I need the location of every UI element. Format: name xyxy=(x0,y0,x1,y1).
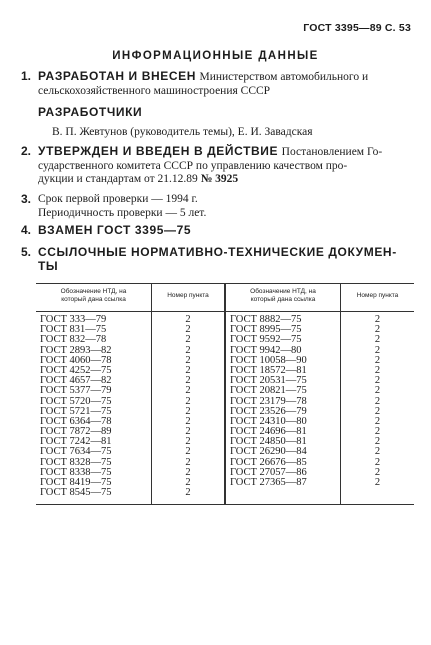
table-cell-point: 2 xyxy=(185,487,191,499)
table-cell-point: 2 xyxy=(185,415,191,427)
table-cell-doc: ГОСТ 23526—79 xyxy=(230,405,307,417)
table-cell-point: 2 xyxy=(374,334,381,346)
table-cell-point: 2 xyxy=(185,324,191,336)
table-cell-doc: ГОСТ 9942—80 xyxy=(230,344,302,356)
table-cell-point: 2 xyxy=(185,446,191,458)
item-number: 5. xyxy=(21,245,32,259)
table-cell-doc: ГОСТ 4252—75 xyxy=(40,364,112,376)
table-cell-point: 2 xyxy=(374,324,381,336)
item-heading-cont: ТЫ xyxy=(38,258,59,273)
table-cell-point: 2 xyxy=(185,456,191,468)
table-cell-point: 2 xyxy=(185,426,191,438)
table-cell-point: 2 xyxy=(374,456,381,468)
table-cell-point: 2 xyxy=(374,466,381,478)
table-cell-doc: ГОСТ 5720—75 xyxy=(40,395,112,407)
table-cell-doc: ГОСТ 8328—75 xyxy=(40,456,112,468)
table-cell-doc: ГОСТ 27365—87 xyxy=(230,477,307,488)
left-doc-column xyxy=(40,315,112,498)
decree-number: № 3925 xyxy=(200,173,239,185)
item-number: 1. xyxy=(21,69,32,83)
table-cell-point: 2 xyxy=(185,395,191,407)
developers-heading: РАЗРАБОТЧИКИ xyxy=(38,105,143,119)
item-replaces xyxy=(21,223,410,238)
table-cell-doc: ГОСТ 9592—75 xyxy=(230,334,302,346)
item-number: 4. xyxy=(21,223,32,237)
table-cell-doc: ГОСТ 4060—78 xyxy=(40,354,112,366)
table-cell-doc: ГОСТ 832—78 xyxy=(40,334,107,346)
item-text: дукции и стандартам от 21.12.89 xyxy=(38,173,198,185)
developers-names-block xyxy=(52,126,412,140)
table-cell-point: 2 xyxy=(374,344,381,356)
item-heading: УТВЕРЖДЕН И ВВЕДЕН В ДЕЙСТВИЕ xyxy=(38,144,279,158)
table-cell-doc: ГОСТ 23179—78 xyxy=(230,395,307,407)
table-cell-doc: ГОСТ 20531—75 xyxy=(230,375,307,387)
table-cell-doc: ГОСТ 8882—75 xyxy=(230,314,302,325)
item-developed-by xyxy=(21,69,410,98)
table-cell-point: 2 xyxy=(374,477,381,488)
column-divider xyxy=(224,284,226,504)
table-cell-point: 2 xyxy=(374,436,381,448)
table-cell-point: 2 xyxy=(185,405,191,417)
item-references xyxy=(21,245,410,273)
table-cell-point: 2 xyxy=(185,385,191,397)
table-cell-point: 2 xyxy=(374,405,381,417)
right-doc-column xyxy=(230,315,307,488)
right-point-column xyxy=(341,315,414,488)
table-cell-doc: ГОСТ 333—79 xyxy=(40,314,107,325)
table-cell-doc: ГОСТ 18572—81 xyxy=(230,364,307,376)
table-cell-doc: ГОСТ 4657—82 xyxy=(40,375,112,387)
column-header-doc: Обозначение НТД, на который дана ссылка xyxy=(60,288,127,303)
table-cell-doc: ГОСТ 24696—81 xyxy=(230,426,307,438)
table-cell-point: 2 xyxy=(185,466,191,478)
table-cell-doc: ГОСТ 8545—75 xyxy=(40,487,112,499)
table-cell-doc: ГОСТ 7872—89 xyxy=(40,426,112,438)
table-cell-point: 2 xyxy=(185,354,191,366)
page-title: ИНФОРМАЦИОННЫЕ ДАННЫЕ xyxy=(112,50,319,62)
item-text: сельскохозяйственного машиностроения СССР xyxy=(38,84,271,97)
table-cell-point: 2 xyxy=(374,446,381,458)
table-cell-point: 2 xyxy=(374,375,381,387)
table-cell-point: 2 xyxy=(374,364,381,376)
table-cell-doc: ГОСТ 10058—90 xyxy=(230,354,307,366)
table-cell-doc: ГОСТ 26290—84 xyxy=(230,446,307,458)
item-heading: РАЗРАБОТАН И ВНЕСЕН xyxy=(38,69,196,83)
table-cell-point: 2 xyxy=(374,395,381,407)
table-cell-doc: ГОСТ 7242—81 xyxy=(40,436,112,448)
references-table xyxy=(36,283,414,505)
table-cell-point: 2 xyxy=(185,375,191,387)
table-cell-point: 2 xyxy=(374,314,381,325)
table-cell-doc: ГОСТ 7634—75 xyxy=(40,446,112,458)
developers-block xyxy=(38,106,410,120)
table-cell-point: 2 xyxy=(185,364,191,376)
column-header-point: Номер пункта xyxy=(356,292,399,299)
review-period: Периодичность проверки — 5 лет. xyxy=(38,206,207,219)
table-cell-point: 2 xyxy=(374,385,381,397)
left-point-column xyxy=(152,315,224,498)
item-number: 2. xyxy=(21,144,32,158)
item-number: 3. xyxy=(21,192,32,206)
table-cell-doc: ГОСТ 8995—75 xyxy=(230,324,302,336)
item-text: Постановлением Го- xyxy=(281,146,383,158)
item-heading: ССЫЛОЧНЫЕ НОРМАТИВНО-ТЕХНИЧЕСКИЕ ДОКУМЕН- xyxy=(38,245,397,259)
table-cell-doc: ГОСТ 20821—75 xyxy=(230,385,307,397)
item-review-dates xyxy=(21,192,410,220)
table-cell-point: 2 xyxy=(185,344,191,356)
table-cell-doc: ГОСТ 5721—75 xyxy=(40,405,112,417)
table-cell-doc: ГОСТ 24850—81 xyxy=(230,436,307,448)
table-cell-point: 2 xyxy=(185,436,191,448)
item-text: Министерством автомобильного и xyxy=(199,71,369,83)
column-header-point: Номер пункта xyxy=(167,292,209,299)
table-cell-doc: ГОСТ 24310—80 xyxy=(230,415,307,427)
table-cell-point: 2 xyxy=(185,314,191,325)
table-cell-doc: ГОСТ 831—75 xyxy=(40,324,107,336)
table-cell-point: 2 xyxy=(374,415,381,427)
table-cell-doc: ГОСТ 8419—75 xyxy=(40,477,112,488)
first-review: Срок первой проверки — 1994 г. xyxy=(38,193,198,205)
page-header: ГОСТ 3395—89 С. 53 xyxy=(303,22,411,34)
table-cell-point: 2 xyxy=(374,354,381,366)
item-heading: ВЗАМЕН ГОСТ 3395—75 xyxy=(38,223,192,237)
table-cell-doc: ГОСТ 2893—82 xyxy=(40,344,112,356)
table-cell-doc: ГОСТ 27057—86 xyxy=(230,466,307,478)
column-header-doc: Обозначение НТД, на который дана ссылка xyxy=(250,288,316,303)
table-cell-doc: ГОСТ 5377—79 xyxy=(40,385,112,397)
item-text: сударственного комитета СССР по управлению качеством про- xyxy=(38,159,348,172)
table-cell-point: 2 xyxy=(185,334,191,346)
table-cell-doc: ГОСТ 6364—78 xyxy=(40,415,112,427)
table-cell-point: 2 xyxy=(185,477,191,488)
developers-names: В. П. Жевтунов (руководитель темы), Е. И. Завадская xyxy=(52,126,313,138)
table-cell-point: 2 xyxy=(374,426,381,438)
table-cell-doc: ГОСТ 26676—85 xyxy=(230,456,307,468)
table-cell-doc: ГОСТ 8338—75 xyxy=(40,466,112,478)
item-approved xyxy=(21,144,410,187)
